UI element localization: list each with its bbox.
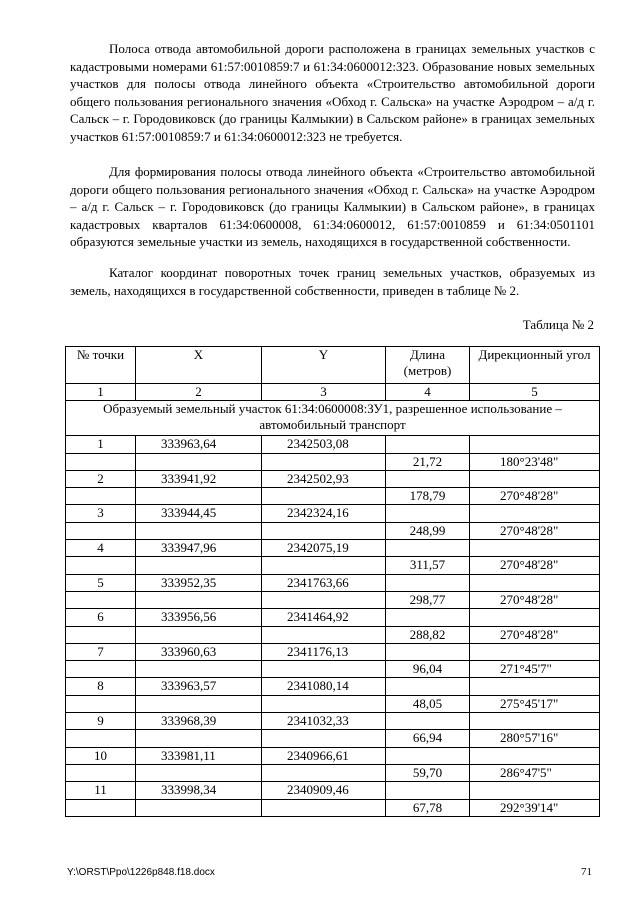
empty-cell: [470, 747, 600, 764]
segment-angle: 271°45'7": [470, 661, 600, 678]
point-x: 333963,57: [136, 678, 262, 695]
segment-length: 59,70: [386, 764, 470, 781]
point-y: 2340966,61: [262, 747, 386, 764]
segment-row: [66, 557, 600, 574]
point-number: 2: [66, 470, 136, 487]
header-length: Длина (метров): [386, 347, 470, 384]
empty-cell: [66, 661, 136, 678]
coordinates-table: [65, 346, 600, 817]
point-y: 2341763,66: [262, 574, 386, 591]
empty-cell: [136, 488, 262, 505]
segment-angle: 270°48'28": [470, 557, 600, 574]
empty-cell: [136, 695, 262, 712]
point-row: [66, 678, 600, 695]
footer-file-path: Y:\ORST\Ppo\1226p848.f18.docx: [67, 867, 215, 878]
segment-length: 21,72: [386, 453, 470, 470]
point-x: 333956,56: [136, 609, 262, 626]
empty-cell: [66, 591, 136, 608]
empty-cell: [262, 522, 386, 539]
point-number: 3: [66, 505, 136, 522]
segment-angle: 275°45'17": [470, 695, 600, 712]
point-row: [66, 609, 600, 626]
empty-cell: [386, 747, 470, 764]
point-y: 2342324,16: [262, 505, 386, 522]
empty-cell: [386, 436, 470, 453]
empty-cell: [262, 695, 386, 712]
empty-cell: [262, 730, 386, 747]
empty-cell: [470, 678, 600, 695]
point-x: 333947,96: [136, 540, 262, 557]
segment-row: [66, 799, 600, 816]
point-x: 333998,34: [136, 782, 262, 799]
empty-cell: [262, 661, 386, 678]
empty-cell: [386, 540, 470, 557]
segment-angle: 270°48'28": [470, 488, 600, 505]
point-x: 333960,63: [136, 643, 262, 660]
empty-cell: [136, 453, 262, 470]
empty-cell: [262, 591, 386, 608]
empty-cell: [262, 488, 386, 505]
empty-cell: [386, 505, 470, 522]
segment-row: [66, 661, 600, 678]
column-number: 3: [262, 384, 386, 401]
column-number: 2: [136, 384, 262, 401]
segment-row: [66, 453, 600, 470]
point-y: 2341464,92: [262, 609, 386, 626]
subtitle-row: [66, 401, 600, 436]
header-x: X: [136, 347, 262, 384]
empty-cell: [66, 626, 136, 643]
empty-cell: [66, 488, 136, 505]
header-row: [66, 347, 600, 384]
point-number: 11: [66, 782, 136, 799]
point-y: 2342075,19: [262, 540, 386, 557]
empty-cell: [66, 764, 136, 781]
segment-angle: 286°47'5": [470, 764, 600, 781]
empty-cell: [386, 782, 470, 799]
segment-angle: 280°57'16": [470, 730, 600, 747]
empty-cell: [262, 453, 386, 470]
point-number: 6: [66, 609, 136, 626]
segment-angle: 270°48'28": [470, 591, 600, 608]
segment-length: 178,79: [386, 488, 470, 505]
segment-row: [66, 522, 600, 539]
empty-cell: [66, 557, 136, 574]
empty-cell: [470, 609, 600, 626]
point-y: 2342503,08: [262, 436, 386, 453]
column-number: 4: [386, 384, 470, 401]
point-row: [66, 747, 600, 764]
point-number: 1: [66, 436, 136, 453]
segment-angle: 180°23'48": [470, 453, 600, 470]
point-row: [66, 436, 600, 453]
column-number: 1: [66, 384, 136, 401]
empty-cell: [470, 643, 600, 660]
empty-cell: [386, 609, 470, 626]
segment-length: 298,77: [386, 591, 470, 608]
paragraph-3: Каталог координат поворотных точек границ земельных участков, образуемых из земель, находящихся в государственной собственности, приведен в таблице № 2.: [70, 265, 595, 298]
point-row: [66, 574, 600, 591]
point-x: 333944,45: [136, 505, 262, 522]
empty-cell: [386, 678, 470, 695]
column-number-row: [66, 384, 600, 401]
empty-cell: [136, 557, 262, 574]
point-row: [66, 713, 600, 730]
empty-cell: [136, 799, 262, 816]
empty-cell: [470, 782, 600, 799]
point-x: 333952,35: [136, 574, 262, 591]
empty-cell: [136, 591, 262, 608]
point-number: 5: [66, 574, 136, 591]
empty-cell: [66, 799, 136, 816]
empty-cell: [470, 540, 600, 557]
point-number: 8: [66, 678, 136, 695]
empty-cell: [262, 799, 386, 816]
empty-cell: [470, 505, 600, 522]
empty-cell: [262, 557, 386, 574]
segment-length: 248,99: [386, 522, 470, 539]
column-number: 5: [470, 384, 600, 401]
point-x: 333941,92: [136, 470, 262, 487]
point-number: 10: [66, 747, 136, 764]
point-y: 2341176,13: [262, 643, 386, 660]
header-angle: Дирекционный угол: [470, 347, 600, 384]
empty-cell: [66, 730, 136, 747]
parcel-subtitle: Образуемый земельный участок 61:34:0600008:ЗУ1, разрешенное использование – автомобильный транспорт: [66, 401, 600, 436]
header-y: Y: [262, 347, 386, 384]
segment-length: 311,57: [386, 557, 470, 574]
point-number: 7: [66, 643, 136, 660]
empty-cell: [470, 574, 600, 591]
point-y: 2340909,46: [262, 782, 386, 799]
segment-length: 67,78: [386, 799, 470, 816]
empty-cell: [66, 695, 136, 712]
segment-length: 66,94: [386, 730, 470, 747]
point-row: [66, 470, 600, 487]
segment-length: 288,82: [386, 626, 470, 643]
point-row: [66, 782, 600, 799]
point-y: 2341032,33: [262, 713, 386, 730]
table-caption: Таблица № 2: [522, 317, 594, 332]
point-number: 4: [66, 540, 136, 557]
segment-angle: 270°48'28": [470, 522, 600, 539]
segment-row: [66, 626, 600, 643]
point-row: [66, 643, 600, 660]
empty-cell: [66, 453, 136, 470]
segment-angle: 270°48'28": [470, 626, 600, 643]
segment-angle: 292°39'14": [470, 799, 600, 816]
empty-cell: [470, 436, 600, 453]
segment-row: [66, 695, 600, 712]
empty-cell: [386, 574, 470, 591]
point-y: 2342502,93: [262, 470, 386, 487]
point-x: 333981,11: [136, 747, 262, 764]
segment-row: [66, 591, 600, 608]
header-point-number: № точки: [66, 347, 136, 384]
segment-row: [66, 730, 600, 747]
empty-cell: [136, 522, 262, 539]
empty-cell: [136, 626, 262, 643]
empty-cell: [262, 764, 386, 781]
empty-cell: [136, 661, 262, 678]
point-y: 2341080,14: [262, 678, 386, 695]
empty-cell: [470, 470, 600, 487]
empty-cell: [470, 713, 600, 730]
empty-cell: [262, 626, 386, 643]
page-number: 71: [581, 866, 592, 878]
paragraph-1: Полоса отвода автомобильной дороги расположена в границах земельных участков с кадастровыми номерами 61:57:0010859:7 и 61:34:0600012:323. Образование новых земельных участков для полосы отвода линейного объекта «Строительство автомобильной дороги общего пользования регионального значения «Обход г. Сальска» на участке Аэродром – а/д г. Сальск – г. Городовиковск (до границы Калмыкии) в Сальском районе» в границах земельных участков 61:57:0010859:7 и 61:34:0600012:323 не требуется.: [70, 41, 595, 144]
empty-cell: [66, 522, 136, 539]
empty-cell: [386, 470, 470, 487]
segment-row: [66, 488, 600, 505]
point-row: [66, 505, 600, 522]
empty-cell: [386, 713, 470, 730]
point-x: 333968,39: [136, 713, 262, 730]
point-number: 9: [66, 713, 136, 730]
empty-cell: [386, 643, 470, 660]
segment-length: 48,05: [386, 695, 470, 712]
segment-row: [66, 764, 600, 781]
segment-length: 96,04: [386, 661, 470, 678]
paragraph-2: Для формирования полосы отвода линейного объекта «Строительство автомобильной дороги общего пользования регионального значения «Обход г. Сальска» на участке Аэродром – а/д г. Сальск – г. Городовиковск (до границы Калмыкии) в Сальском районе», в границах кадастровых кварталов 61:34:0600008, 61:34:0600012, 61:57:0010859 и 61:34:0501101 образуются земельные участки из земель, находящихся в государственной собственности.: [70, 164, 595, 250]
point-row: [66, 540, 600, 557]
empty-cell: [136, 730, 262, 747]
empty-cell: [136, 764, 262, 781]
point-x: 333963,64: [136, 436, 262, 453]
